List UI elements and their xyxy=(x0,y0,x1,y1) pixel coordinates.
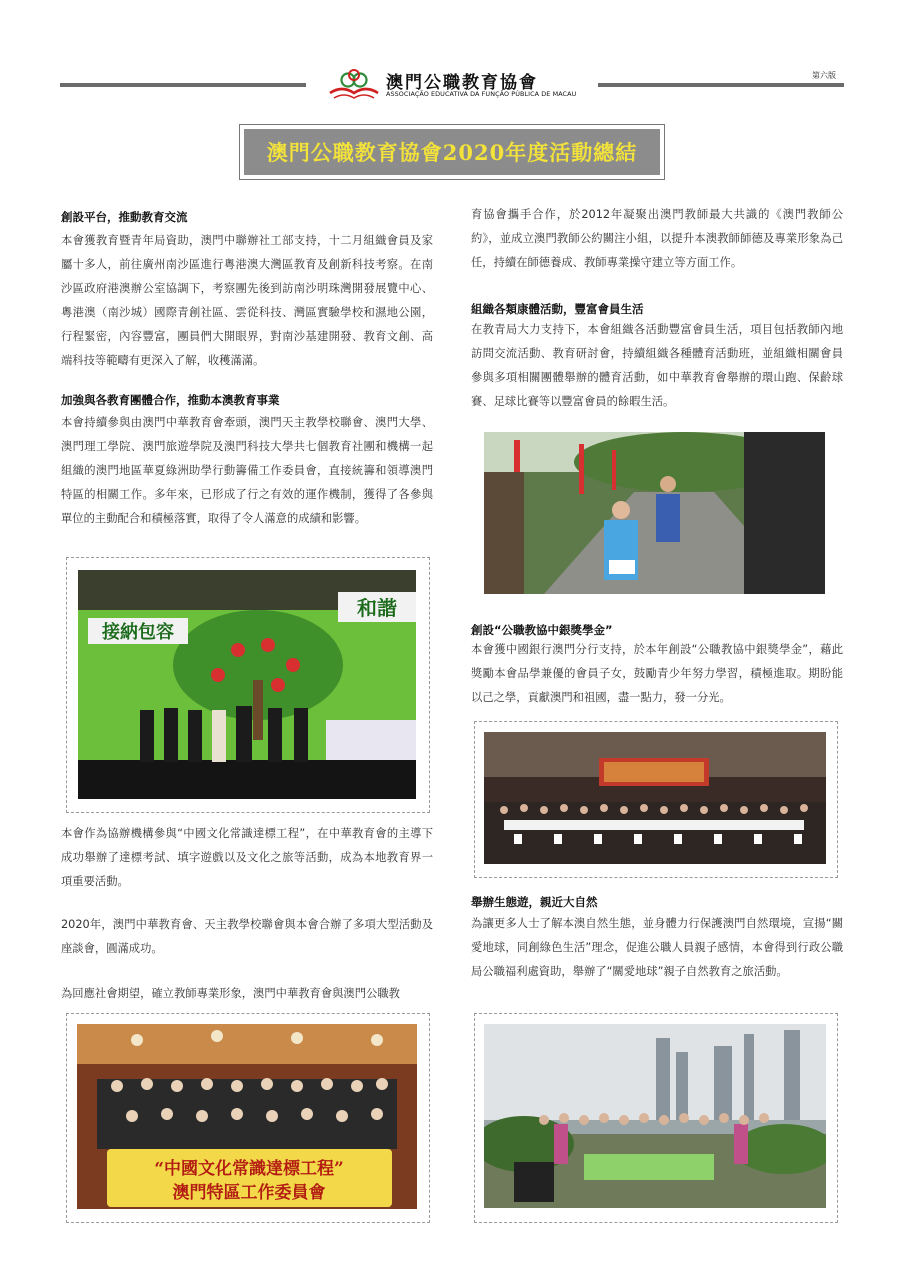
ethics-paragraph-cont: 育協會攜手合作，於2012年凝聚出澳門教師最大共識的《澳門教師公約》，並成立澳門教師公約關注小組，以提升本澳教師師德及專業形象為己任，持續在師德養成、教師專業操守建立等方面工作。 xyxy=(471,208,843,269)
section-heading-platform: 創設平台，推動教育交流 xyxy=(61,210,188,224)
photo-eco-tour xyxy=(484,1024,826,1208)
section-heading-scholarship: 創設“公職教協中銀獎學金” xyxy=(471,623,613,637)
section-body-sports: 在教青局大力支持下，本會組織各活動豐富會員生活，項目包括教師內地訪問交流活動、教育研討會，持續組織各種體育活動班，並組織相關會員參與多項相關團體舉辦的體育活動，如中華教育會舉辦的環山跑、保齡球賽、足球比賽等以豐富會員的餘暇生活。 xyxy=(471,323,843,408)
section-body-scholarship: 本會獲中國銀行澳門分行支持，於本年創設“公職教協中銀獎學金”，藉此獎勵本會品學兼優的會員子女，鼓勵青少年努力學習，積極進取。期盼能以己之學，貢獻澳門和祖國，盡一點力，發一分光。 xyxy=(471,643,843,704)
header-rule-right xyxy=(598,83,844,87)
section-heading-sports: 組織各類康體活動，豐富會員生活 xyxy=(471,302,644,316)
seminar-paragraph: 2020年，澳門中華教育會、天主教學校聯會與本會合辦了多項大型活動及座談會，圓滿成功。 xyxy=(61,918,433,955)
section-body-cooperation: 本會持續參與由澳門中華教育會牽頭，澳門天主教學校聯會、澳門大學、澳門理工學院、澳門旅遊學院及澳門科技大學共七個教育社團和機構一起組織的澳門地區華夏綠洲助學行動籌備工作委員會，直接統籌和領導澳門特區的相關工作。多年來，已形成了行之有效的運作機制，獲得了各參與單位的主動配合和積極落實，取得了令人滿意的成績和影響。 xyxy=(61,416,433,525)
banquet-banner-line2: 澳門特區工作委員會 xyxy=(172,1183,326,1203)
title-banner-fill xyxy=(244,129,660,175)
photo-banquet-group xyxy=(77,1024,417,1209)
stage-sign-right: 和諧 xyxy=(357,596,397,620)
culture-paragraph: 本會作為協辦機構參與“中國文化常識達標工程”，在中華教育會的主導下成功舉辦了達標考試、填字遊戲以及文化之旅等活動，成為本地教育界一項重要活動。 xyxy=(61,827,433,888)
section-body-platform: 本會獲教育暨青年局資助，澳門中聯辦社工部支持，十二月組織會員及家屬十多人，前往廣州南沙區進行粵港澳大灣區教育及創新科技考察。在南沙區政府港澳辦公室協調下，考察團先後到訪南沙明珠灣開發展覽中心、粵港澳（南沙城）國際青創社區、雲從科技、灣區實驗學校和濕地公園，行程緊密，內容豐富，團員們大開眼界，對南沙基建開發、教育文創、高端科技等範疇有更深入了解，收穫滿滿。 xyxy=(61,234,433,367)
ethics-paragraph-start: 為回應社會期望，確立教師專業形象，澳門中華教育會與澳門公職教 xyxy=(61,987,400,1000)
header-rule-left xyxy=(60,83,306,87)
title-banner xyxy=(239,124,665,180)
photo-scholarship-ceremony xyxy=(484,732,826,864)
section-heading-cooperation: 加強與各教育團體合作，推動本澳教育事業 xyxy=(61,393,280,407)
page-number: 第六版 xyxy=(812,71,836,80)
page-title: 澳門公職教育協會2020年度活動總結 xyxy=(266,140,638,165)
section-heading-eco: 舉辦生態遊，親近大自然 xyxy=(471,895,598,909)
banquet-banner-line1: “中國文化常識達標工程” xyxy=(154,1159,344,1179)
org-logo xyxy=(328,64,578,104)
photo-stage-ceremony xyxy=(78,570,416,799)
logo-emblem-icon xyxy=(328,68,380,102)
org-name-cn: 澳門公職教育協會 xyxy=(386,73,538,93)
section-body-eco: 為讓更多人士了解本澳自然生態，並身體力行保護澳門自然環境，宣揚“關愛地球，同創綠色生活”理念，促進公職人員親子感情，本會得到行政公職局公職福利處資助，舉辦了“關愛地球”親子自然教育之旅活動。 xyxy=(471,917,843,978)
org-name-pt: ASSOCIAÇÃO EDUCATIVA DA FUNÇÃO PÚBLICA DE MACAU xyxy=(386,90,577,98)
photo-running-event xyxy=(484,432,825,594)
stage-sign-left: 接納包容 xyxy=(102,622,174,643)
